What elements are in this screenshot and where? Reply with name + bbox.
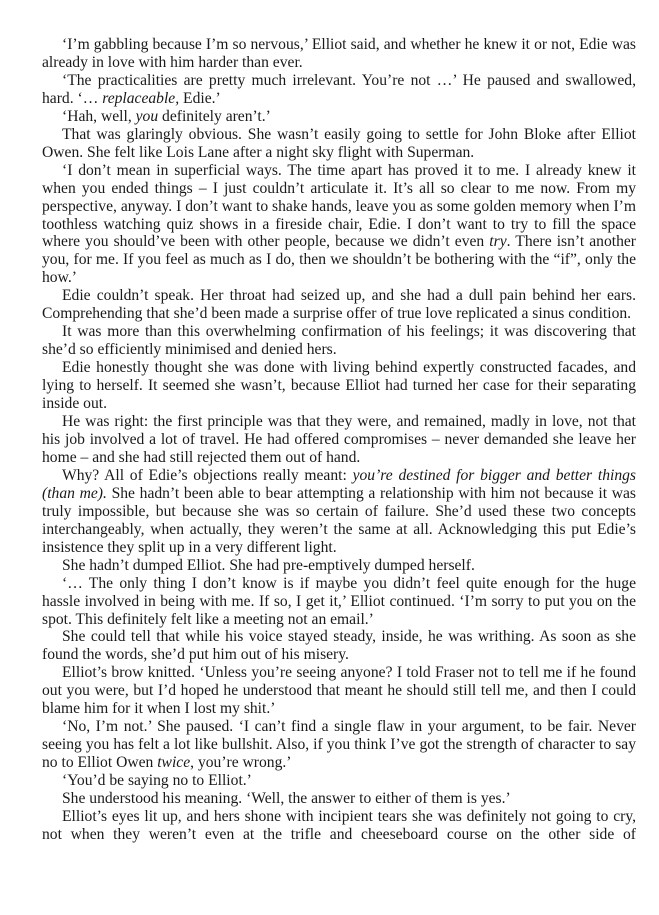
text-run: ‘No, I’m not.’ She paused. ‘I can’t find a single flaw in your argument, to be fair. Never seeing you has felt a lot like bullshit. Also, if you think I’ve got the strength of character to say no to Elliot Owen [42, 718, 636, 772]
text-run: Edie.’ [179, 89, 221, 107]
italic-run: you [135, 107, 159, 125]
text-run: , you’re wrong.’ [190, 754, 292, 772]
text-run: She understood his meaning. ‘Well, the answer to either of them is yes.’ [62, 790, 511, 808]
paragraph [42, 162, 636, 288]
paragraph [42, 664, 636, 718]
text-run: She hadn’t dumped Elliot. She had pre-emptively dumped herself. [62, 556, 475, 574]
italic-run: replaceable, [102, 89, 180, 107]
text-run: Elliot’s eyes lit up, and hers shone with incipient tears she was definitely not going to cry, not when they weren’t even at the trifle and cheeseboard course on the other side of [42, 807, 636, 843]
text-run: She hadn’t been able to bear attempting a relationship with him not because it was truly impossible, but because she was so certain of failure. She’d used these two concepts interchangeably, when actually, they weren’t the same at all. Acknowledging this put Edie’s insistence they split up in a very different light. [42, 484, 636, 556]
paragraph [42, 772, 636, 790]
text-run: ‘You’d be saying no to Elliot.’ [62, 772, 252, 790]
paragraph [42, 413, 636, 467]
text-run: ‘… The only thing I don’t know is if maybe you didn’t feel quite enough for the huge hassle involved in being with me. If so, I get it,’ Elliot continued. ‘I’m sorry to put you on the spot. This definitely felt like a meeting not an email.’ [42, 574, 636, 628]
paragraph [42, 575, 636, 629]
text-run: He was right: the first principle was that they were, and remained, madly in love, not that his job involved a lot of travel. He had offered compromises – never demanded she leave her home – and she had still rejected them out of hand. [42, 413, 636, 466]
paragraph [42, 718, 636, 772]
paragraph [42, 287, 636, 323]
text-run: Edie honestly thought she was done with living behind expertly constructed facades, and lying to herself. It seemed she wasn’t, because Elliot had turned her case for their separating inside out. [42, 359, 636, 413]
book-page [42, 36, 636, 844]
text-run: . There isn’t another you, for me. If you feel as much as I do, then we shouldn’t be bothering with the “if”, only the how.’ [42, 233, 636, 287]
text-run: ‘The practicalities are pretty much irrelevant. You’re not …’ He paused and swallowed, hard. ‘… [42, 71, 636, 107]
paragraph [42, 126, 636, 162]
paragraph [42, 557, 636, 575]
italic-run: try [489, 233, 507, 251]
paragraph [42, 323, 636, 359]
paragraph [42, 467, 636, 557]
paragraph [42, 790, 636, 808]
text-run: Elliot’s brow knitted. ‘Unless you’re seeing anyone? I told Fraser not to tell me if he found out you were, but I’d hoped he understood that meant he should still tell me, and then I could blame him for it when I lost my shit.’ [42, 664, 636, 718]
paragraph [42, 359, 636, 413]
text-run: definitely aren’t.’ [158, 107, 271, 125]
text-run: Why? All of Edie’s objections really meant: [62, 466, 353, 484]
paragraph [42, 72, 636, 108]
text-run: That was glaringly obvious. She wasn’t easily going to settle for John Bloke after Elliot Owen. She felt like Lois Lane after a night sky flight with Superman. [42, 125, 636, 161]
text-run: ‘I don’t mean in superficial ways. The time apart has proved it to me. I already knew it when you ended things – I just couldn’t articulate it. It’s all so clear to me now. From my perspective, anyway. I don’t want to shake hands, leave you as some golden memory when I’m toothless watching quiz shows in a fireside chair, Edie. I don’t want to try to fill the space where you should’ve been with other people, because we didn’t even [42, 161, 636, 251]
text-run: ‘I’m gabbling because I’m so nervous,’ Elliot said, and whether he knew it or not, Edie was already in love with him harder than ever. [42, 36, 636, 71]
paragraph [42, 628, 636, 664]
text-run: It was more than this overwhelming confirmation of his feelings; it was discovering that she’d so efficiently minimised and denied hers. [42, 323, 636, 359]
text-run: She could tell that while his voice stayed steady, inside, he was writhing. As soon as she found the words, she’d put him out of his misery. [42, 628, 636, 664]
italic-run: you’re destined for bigger and better things (than me). [42, 466, 636, 502]
text-run: Edie couldn’t speak. Her throat had seized up, and she had a dull pain behind her ears. Comprehending that she’d been made a surprise offer of true love replicated a sinus condition. [42, 287, 636, 323]
paragraph [42, 36, 636, 72]
paragraph [42, 808, 636, 844]
paragraph [42, 108, 636, 126]
italic-run: twice [157, 754, 191, 772]
text-run: ‘Hah, well, [62, 107, 136, 125]
